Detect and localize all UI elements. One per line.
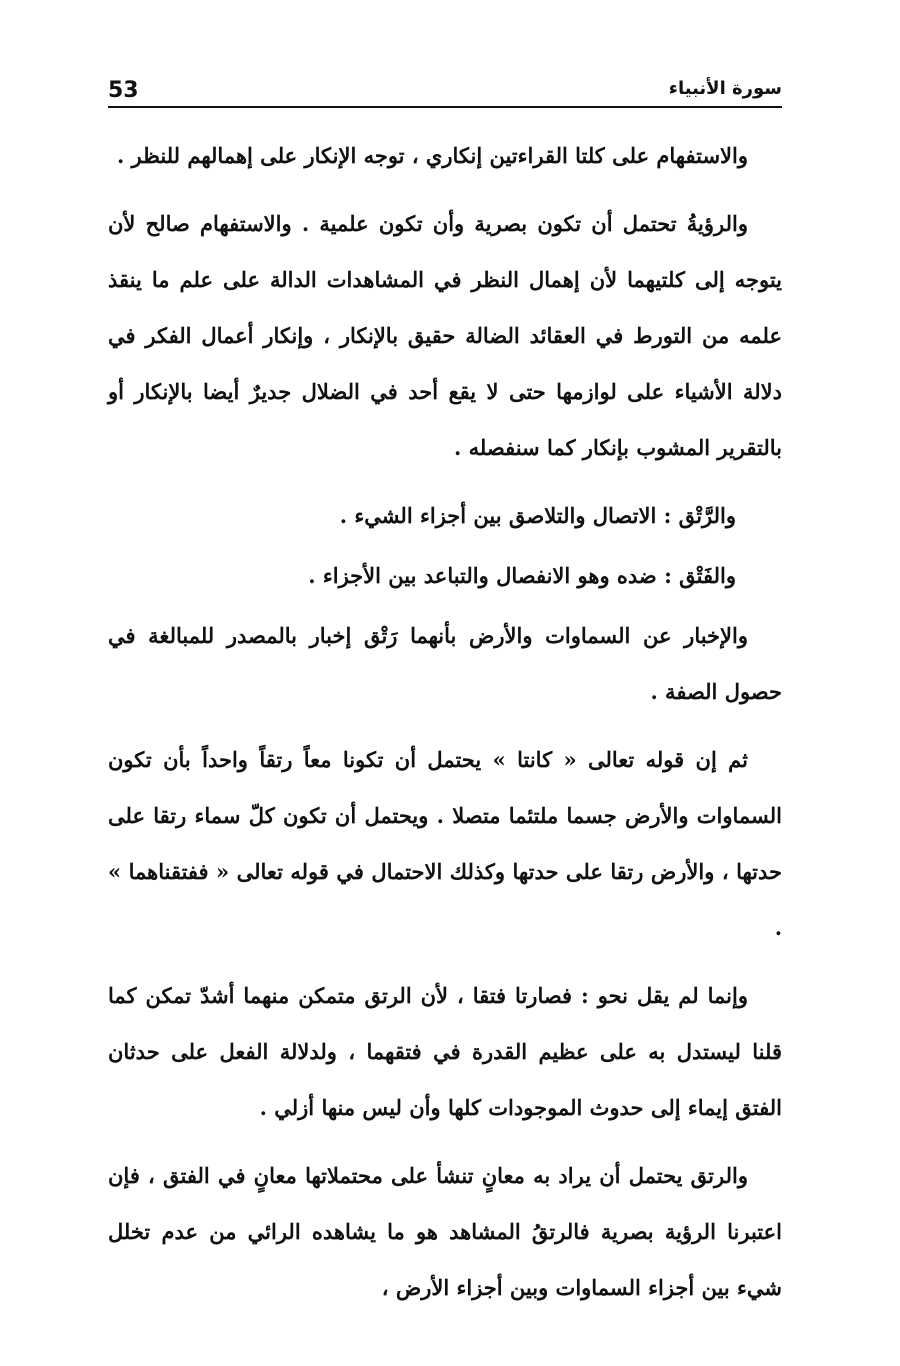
page-number: 53 bbox=[108, 78, 139, 103]
paragraph-2: والرؤيةُ تحتمل أن تكون بصرية وأن تكون علمية . والاستفهام صالح لأن يتوجه إلى كلتيهما لأن إهمال النظر في المشاهدات الدالة على علم ما ينقذ علمه من التورط في العقائد الضالة حقيق بالإنكار ، وإنكار أعمال الفكر في دلالة الأشياء على لوازمها حتى لا يقع أحد في الضلال جديرٌ أيضا بالإنكار أو بالتقرير المشوب بإنكار كما سنفصله . bbox=[108, 211, 782, 460]
paragraph-1: والاستفهام على كلتا القراءتين إنكاري ، توجه الإنكار على إهمالهم للنظر . bbox=[116, 143, 748, 168]
definition-fatq: والفَتْق : ضده وهو الانفصال والتباعد بين الأجزاء . bbox=[308, 563, 736, 588]
running-title: سورة الأنبياء bbox=[668, 78, 782, 99]
paragraph-6: والرتق يحتمل أن يراد به معانٍ تنشأ على محتملاتها معانٍ في الفتق ، فإن اعتبرنا الرؤية بصرية فالرتقُ المشاهد هو ما يشاهده الرائي من عدم تخلل شيء بين أجزاء السماوات وبين أجزاء الأرض ، bbox=[108, 1163, 782, 1300]
paragraph-3: والإخبار عن السماوات والأرض بأنهما رَتْق إخبار بالمصدر للمبالغة في حصول الصفة . bbox=[108, 623, 782, 704]
page-header bbox=[108, 72, 782, 108]
body-text bbox=[108, 128, 782, 1328]
paragraph-4: ثم إن قوله تعالى « كانتا » يحتمل أن تكونا معاً رتقاً واحداً بأن تكون السماوات والأرض جسما ملتئما متصلا . ويحتمل أن تكون كلّ سماء رتقا على حدتها ، والأرض رتقا على حدتها وكذلك الاحتمال في قوله تعالى « ففتقناهما » . bbox=[108, 747, 782, 940]
definition-ratq: والرَّتْق : الاتصال والتلاصق بين أجزاء الشيء . bbox=[339, 503, 736, 528]
paragraph-5: وإنما لم يقل نحو : فصارتا فتقا ، لأن الرتق متمكن منهما أشدّ تمكن كما قلنا ليستدل به على عظيم القدرة في فتقهما ، ولدلالة الفعل على حدثان الفتق إيماء إلى حدوث الموجودات كلها وأن ليس منها أزلي . bbox=[108, 983, 782, 1120]
